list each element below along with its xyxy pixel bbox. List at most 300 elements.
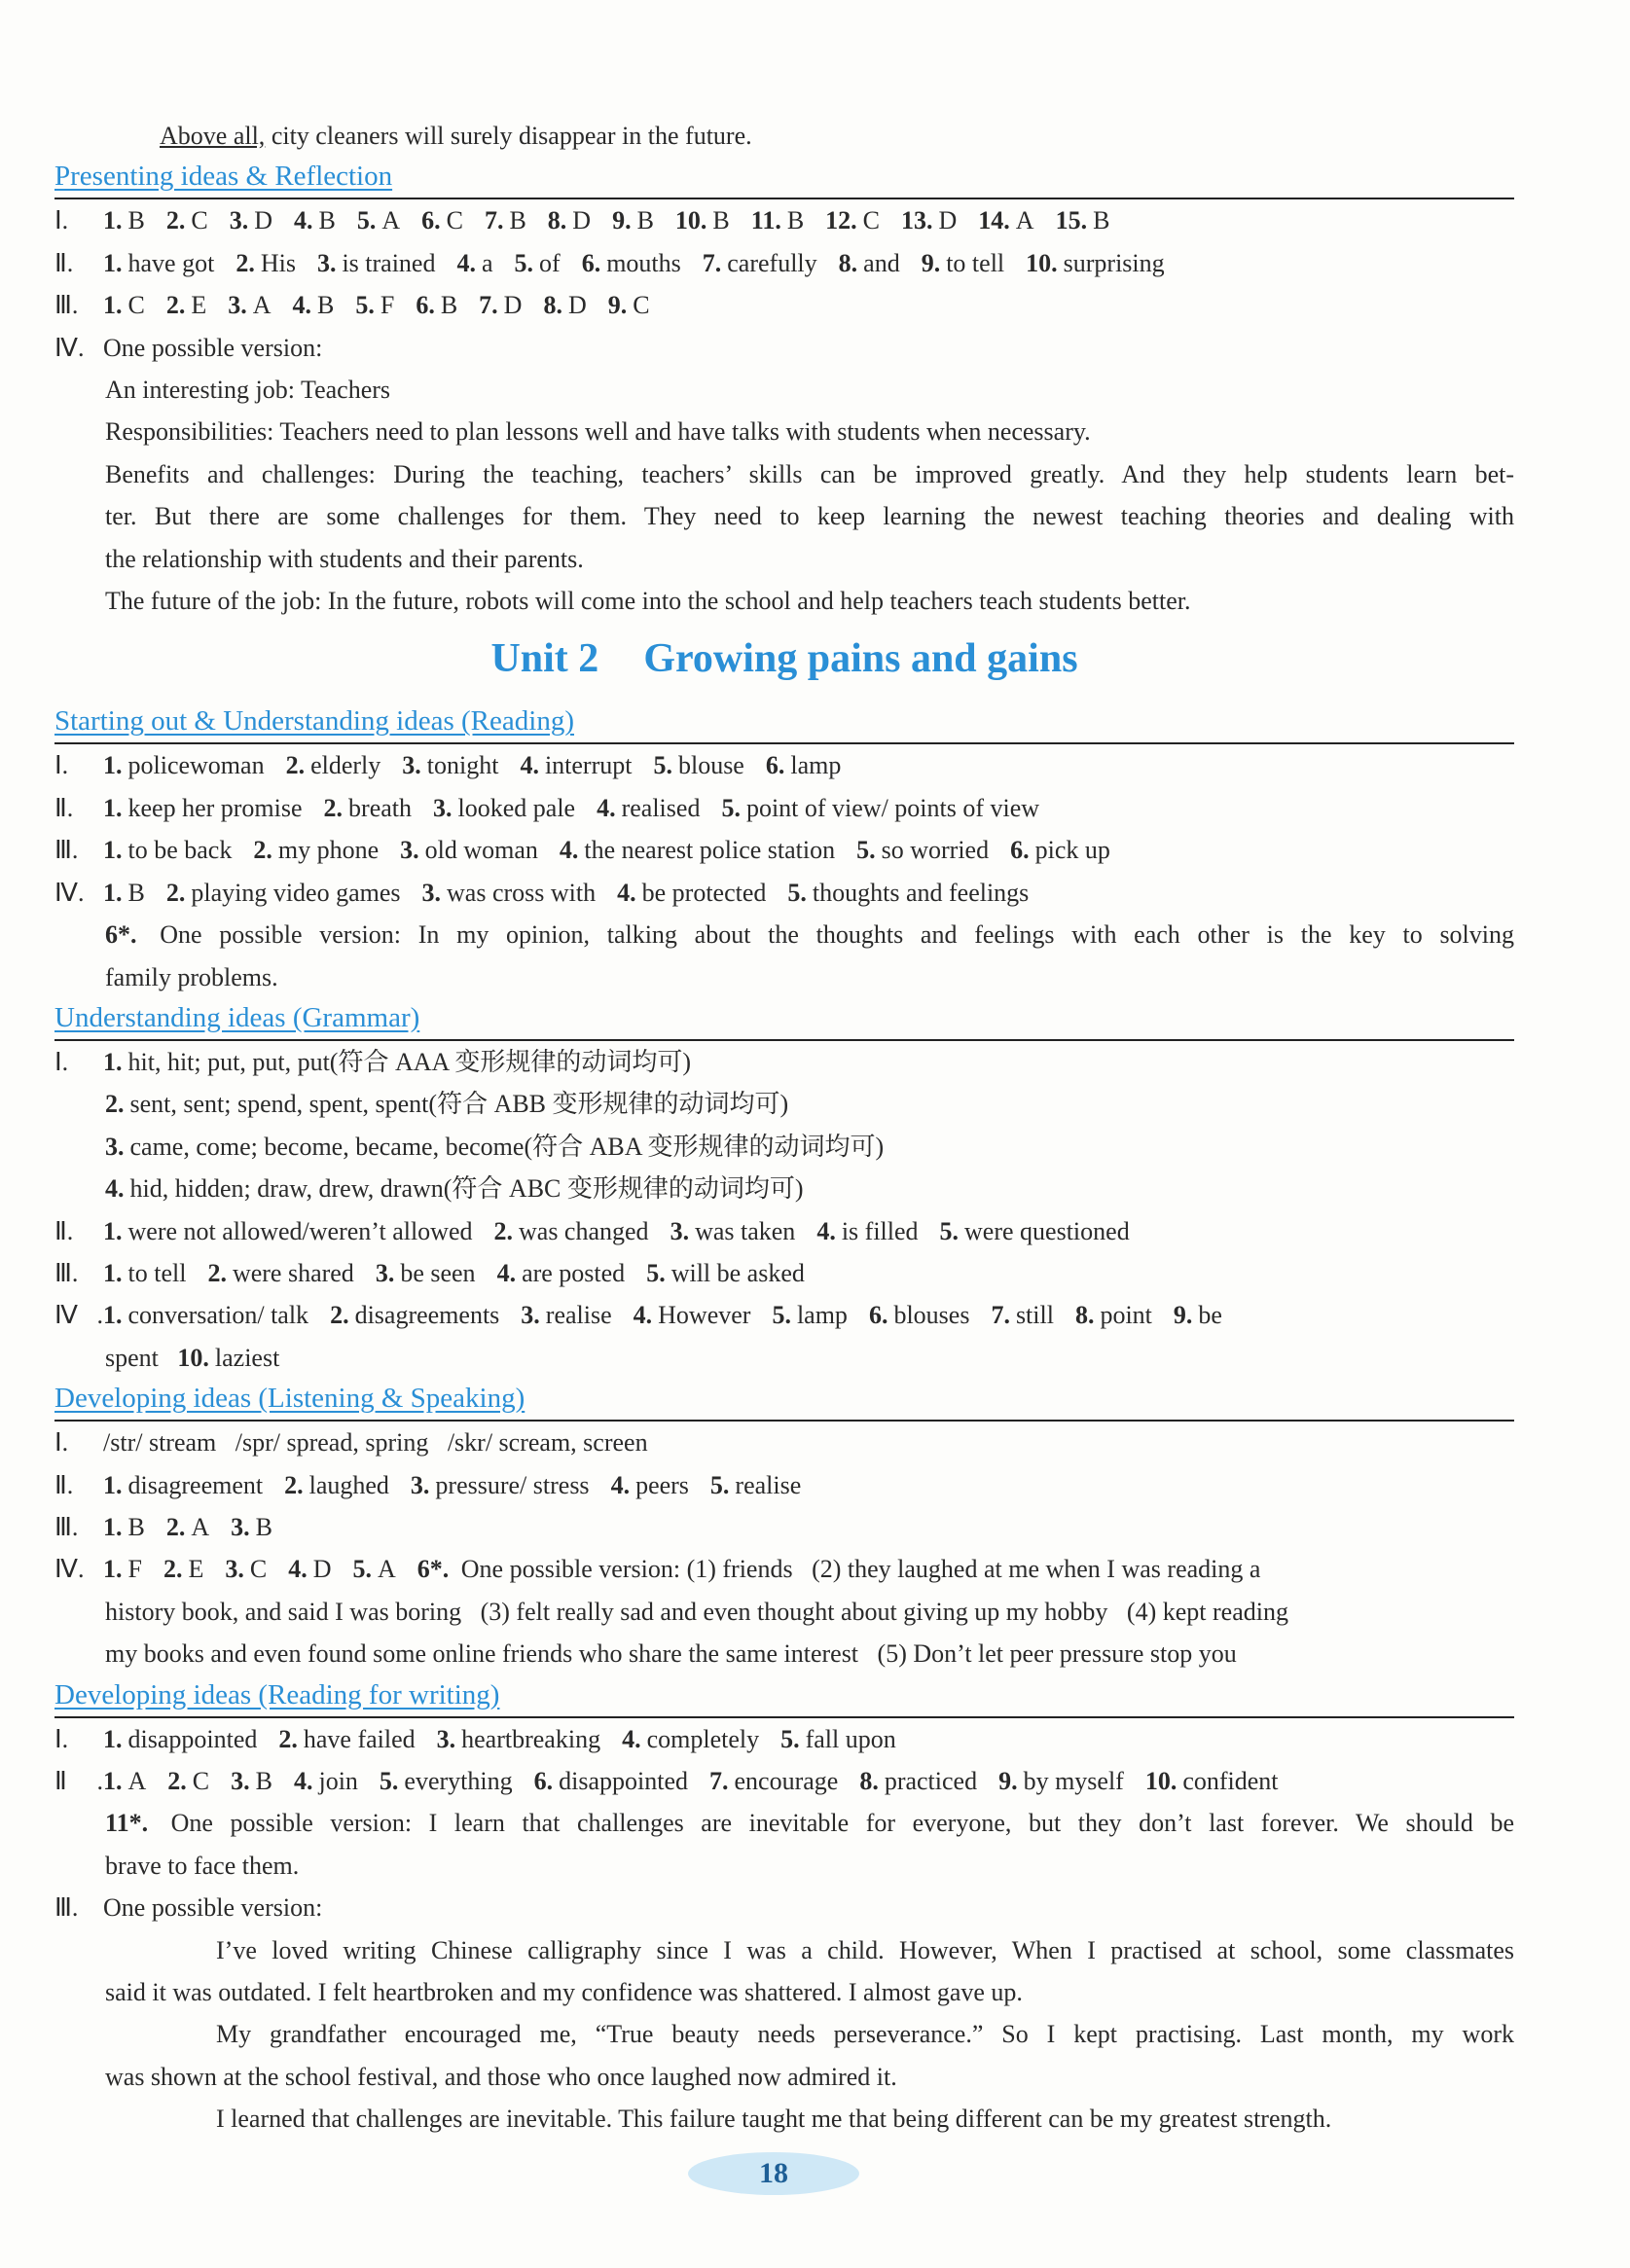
section-title-presenting: Presenting ideas & Reflection (54, 159, 1514, 199)
item-number: 10. (1144, 1767, 1177, 1795)
answer-text: blouse (677, 751, 744, 780)
answer-item (411, 1464, 590, 1506)
item-number: 1. (103, 1555, 123, 1584)
essay-line: I’ve loved writing Chinese calligraphy since I was a child. However, When I practised at school, some classmates (216, 1935, 1514, 1964)
item-number: 2. (167, 1767, 187, 1795)
answer-item (416, 284, 457, 326)
item-number: 5. (352, 1555, 372, 1584)
answer-item (230, 199, 272, 241)
item-number: 3. (231, 1767, 250, 1795)
answer-item (548, 199, 591, 241)
answer-text: conversation/ talk (127, 1301, 309, 1330)
answer-item (355, 284, 394, 326)
item-number: 4. (292, 291, 312, 320)
item-number: 8. (838, 248, 858, 277)
answer-item (103, 199, 145, 241)
roman-numeral: Ⅲ. (54, 1258, 79, 1287)
answer-text: are posted (522, 1258, 626, 1287)
section-title-grammar: Understanding ideas (Grammar) (54, 1000, 1514, 1041)
answer-item (859, 1760, 977, 1802)
unit-number: Unit 2 (490, 636, 599, 682)
answer-item (611, 1464, 689, 1506)
item-number: 2. (105, 1090, 125, 1119)
exercise-row (54, 1718, 1514, 1760)
answer-text: keep her promise (127, 793, 303, 822)
answer-item (163, 1548, 203, 1590)
intro-line (54, 115, 1514, 157)
answer-item (653, 744, 743, 786)
answer-item (634, 1294, 751, 1336)
item-number: 5. (939, 1216, 960, 1245)
answer-item (940, 1210, 1130, 1252)
roman-numeral: Ⅲ. (54, 836, 79, 865)
section-title-writing: Developing ideas (Reading for writing) (54, 1677, 1514, 1718)
answer-text: B (255, 1767, 272, 1795)
answer-text: E (188, 1555, 204, 1584)
item-number: 3. (521, 1301, 540, 1330)
answer-item (317, 242, 436, 284)
answer-text: B (509, 206, 526, 235)
item-number: 2. (235, 248, 255, 277)
answer-text: A (252, 291, 272, 320)
answer-item (772, 1294, 848, 1336)
answer-text: E (191, 291, 207, 320)
item-number: 2. (163, 1555, 183, 1584)
answer-text: a (481, 248, 493, 277)
exercise-row (54, 1294, 1514, 1336)
answer-item (597, 787, 700, 829)
answer-item (400, 829, 538, 871)
answer-item (456, 242, 492, 284)
answer-text: A (191, 1512, 210, 1541)
answer-text: B (712, 206, 730, 235)
roman-numeral: Ⅰ. (54, 1047, 69, 1076)
item-number: 8. (859, 1767, 879, 1795)
answer-text: was taken (695, 1216, 796, 1245)
item-number: 2. (493, 1216, 513, 1245)
exercise-row (54, 284, 1514, 326)
answer-text: everything (404, 1767, 513, 1795)
unit-heading (54, 628, 1514, 690)
item-number: 2. (165, 1512, 186, 1541)
answer-text: is filled (841, 1216, 919, 1245)
essay-line: My grandfather encouraged me, “True beauty needs perseverance.” So I kept practising. Last month, my work (216, 2020, 1514, 2049)
answer-item (288, 1548, 331, 1590)
answer-item (402, 744, 498, 786)
answer-item (103, 1464, 263, 1506)
answer-text: my phone (277, 836, 380, 865)
answer-group (54, 1555, 417, 1583)
answer-item (166, 1506, 209, 1548)
answer-text: and (863, 248, 900, 277)
answer-text: C (127, 291, 145, 320)
item-number: 4. (816, 1216, 836, 1245)
answer-item (978, 199, 1033, 241)
answer-text: lamp (790, 751, 842, 780)
roman-numeral: Ⅰ. (54, 1428, 69, 1458)
item-number: 5. (709, 1470, 730, 1499)
answer-text: F (380, 291, 395, 320)
answer-text: realise (735, 1470, 802, 1499)
item-number: 5. (721, 793, 741, 822)
answer-item (622, 1718, 759, 1760)
answer-text: will be asked (670, 1258, 805, 1287)
answer-text: carefully (727, 248, 817, 277)
answer-text: confident (1182, 1767, 1279, 1795)
item-number: 1. (103, 751, 123, 780)
section-title-listening: Developing ideas (Listening & Speaking) (54, 1381, 1514, 1422)
answer-item (166, 199, 208, 241)
roman-numeral: Ⅳ. (54, 1555, 85, 1584)
answer-text: D (572, 206, 592, 235)
essay-line: Benefits and challenges: During the teaching, teachers’ skills can be improved greatly. And they help students learn bet- (105, 459, 1514, 488)
answer-text: encourage (734, 1767, 839, 1795)
answer-text: C (633, 291, 650, 320)
answer-text: His (260, 248, 296, 277)
answer-item (293, 284, 335, 326)
answer-item (1075, 1294, 1152, 1336)
answer-text: to tell (946, 248, 1005, 277)
item-number: 10. (177, 1343, 209, 1372)
answer-item (582, 242, 681, 284)
item-number: 1. (103, 793, 123, 822)
essay-line: The future of the job: In the future, robots will come into the school and help teachers teach students better. (105, 587, 1191, 616)
answer-text: disagreement (127, 1470, 264, 1499)
answer-text: D (312, 1555, 332, 1584)
answer-text: B (127, 206, 145, 235)
answer-text: B (127, 1512, 145, 1541)
answer-item (167, 1760, 209, 1802)
answer-item (998, 1760, 1124, 1802)
answer-text: realised (621, 793, 701, 822)
item-number: 1. (103, 836, 123, 865)
answer-item (422, 872, 597, 914)
answer-text: fall upon (805, 1724, 896, 1753)
item-number: 4. (293, 1767, 313, 1795)
answer-text: looked pale (457, 793, 576, 822)
answer-item (521, 1294, 611, 1336)
answer-item (103, 284, 145, 326)
answer-item (721, 787, 1039, 829)
answer-text: completely (646, 1724, 760, 1753)
answer-item (766, 744, 842, 786)
item-number: 3. (421, 878, 442, 907)
item-number: 6. (765, 751, 785, 780)
roman-numeral: Ⅰ. (54, 1724, 69, 1753)
exercise-row (54, 1548, 1514, 1590)
answer-item (433, 787, 575, 829)
answer-item (352, 1548, 395, 1590)
item-number: 4. (105, 1174, 125, 1204)
item-number: 3. (670, 1216, 690, 1245)
answer-text: D (567, 291, 587, 320)
item-number: 3. (410, 1470, 430, 1499)
answer-text: C (191, 206, 208, 235)
roman-numeral: Ⅲ. (54, 1512, 79, 1541)
item-number: 2. (284, 1470, 304, 1499)
exercise-row (54, 242, 1514, 284)
item-number: 4. (559, 836, 579, 865)
answer-text: so worried (881, 836, 990, 865)
answer-text: blouses (893, 1301, 970, 1330)
roman-numeral: Ⅳ. (54, 1301, 103, 1330)
answer-item (103, 1294, 308, 1336)
answer-text: elderly (310, 751, 381, 780)
answer-item (284, 1464, 389, 1506)
answer-text: to tell (127, 1258, 187, 1287)
item-number: 3. (375, 1258, 395, 1287)
answer-text: have failed (303, 1724, 416, 1753)
item-number: 3. (402, 751, 421, 780)
answer-text: disappointed (559, 1767, 688, 1795)
answer-item (922, 242, 1004, 284)
answer-text: were questioned (964, 1216, 1130, 1245)
item-number: 9. (607, 291, 628, 320)
roman-numeral: Ⅱ. (54, 793, 74, 822)
answer-item (103, 829, 232, 871)
item-number: 8. (1074, 1301, 1095, 1330)
exercise-row (54, 1210, 1514, 1252)
answer-text: was cross with (447, 878, 597, 907)
answer-item (780, 1718, 896, 1760)
item-number: 1. (103, 1216, 123, 1245)
essay-line: Responsibilities: Teachers need to plan lessons well and have talks with students when necessary. (105, 417, 1091, 447)
item-number: 7. (484, 206, 504, 235)
exercise-row (54, 1760, 1514, 1802)
item-number: 4. (456, 248, 476, 277)
roman-numeral: Ⅲ. (54, 1893, 79, 1923)
answer-text: point (1100, 1301, 1152, 1330)
item-number: 3. (231, 1512, 250, 1541)
intro-text: One possible version: (103, 333, 323, 362)
answer-item (103, 872, 145, 914)
answer-text: family problems. (105, 962, 278, 991)
item-number: 3. (316, 248, 337, 277)
answer-text: However (658, 1301, 751, 1330)
answer-item (103, 1252, 186, 1294)
answer-text: join (318, 1767, 358, 1795)
essay-line: ter. But there are some challenges for them. They need to keep learning the newest teaching theories and dealing with (105, 502, 1514, 531)
answer-item (231, 1760, 272, 1802)
answer-item (324, 787, 412, 829)
answer-text: heartbreaking (461, 1724, 601, 1753)
answer-item (228, 284, 271, 326)
roman-numeral: Ⅳ. (54, 878, 85, 907)
item-number: 4. (617, 878, 636, 907)
item-number: 1. (103, 1470, 123, 1499)
essay-line: I learned that challenges are inevitable. This failure taught me that being different can be my greatest strength. (216, 2105, 1332, 2134)
answer-item (485, 199, 526, 241)
answer-text: brave to face them. (105, 1851, 300, 1880)
answer-text: lamp (796, 1301, 848, 1330)
answer-text: playing video games (191, 878, 401, 907)
answer-item (380, 1760, 513, 1802)
answer-text: old woman (424, 836, 538, 865)
answer-item (166, 284, 206, 326)
answer-text: thoughts and feelings (812, 878, 1030, 907)
item-number: 6. (416, 291, 435, 320)
answer-text: /str/ stream /spr/ spread, spring /skr/ scream, screen (103, 1428, 648, 1458)
item-number: 4. (496, 1258, 517, 1287)
item-number: 4. (610, 1470, 631, 1499)
item-number: 8. (547, 206, 567, 235)
item-number: 2. (323, 793, 344, 822)
item-number: 2. (207, 1258, 227, 1287)
answer-text: breath (348, 793, 413, 822)
answer-text: C (192, 1767, 210, 1795)
answer-text: B (317, 291, 335, 320)
answer-text: B (786, 206, 805, 235)
item-number: 1. (103, 1512, 123, 1541)
answer-item (612, 199, 654, 241)
answer-text: laughed (308, 1470, 389, 1499)
answer-text: D (938, 206, 958, 235)
answer-item (1145, 1760, 1279, 1802)
answer-text: were not allowed/weren’t allowed (127, 1216, 473, 1245)
item-number: 7. (702, 248, 722, 277)
item-number: 9. (612, 206, 632, 235)
answer-item (1056, 199, 1110, 241)
item-number: 1. (103, 878, 123, 907)
answer-text: of (539, 248, 561, 277)
answer-item (1010, 829, 1110, 871)
answer-item (497, 1252, 626, 1294)
item-number: 2. (278, 1724, 298, 1753)
answer-text: B (127, 878, 145, 907)
answer-text: by myself (1023, 1767, 1124, 1795)
item-number: 4. (622, 1724, 641, 1753)
exercise-row (54, 327, 1514, 369)
exercise-row (54, 199, 1514, 241)
item-number: 2. (165, 291, 186, 320)
answer-item (543, 284, 586, 326)
answer-item (991, 1294, 1054, 1336)
answer-item (1026, 242, 1165, 284)
answer-text: be (1198, 1301, 1222, 1330)
answer-item (278, 1718, 415, 1760)
item-number: 8. (543, 291, 562, 320)
answer-item (294, 199, 336, 241)
item-number: 5. (514, 248, 534, 277)
item-number: 9. (998, 1767, 1018, 1795)
answer-text: One possible version: I learn that challenges are inevitable for everyone, but they don’t last forever. We should be (170, 1809, 1514, 1838)
section-title-starting: Starting out & Understanding ideas (Reading) (54, 703, 1514, 744)
item-number: 9. (921, 248, 941, 277)
answer-item (534, 1760, 688, 1802)
answer-item (286, 744, 381, 786)
item-number: 1. (103, 1724, 123, 1753)
item-number: 5. (646, 1258, 666, 1287)
answer-text: B (636, 206, 654, 235)
answer-item (608, 284, 650, 326)
answer-item (901, 199, 957, 241)
exercise-row (54, 1887, 1514, 1928)
item-number: 4. (633, 1301, 653, 1330)
item-number: 5. (355, 291, 375, 320)
roman-numeral: Ⅰ. (54, 206, 69, 235)
answer-text: B (440, 291, 458, 320)
answer-text: A (127, 1767, 147, 1795)
item-number: 5. (856, 836, 876, 865)
answer-text: laziest (214, 1343, 280, 1372)
item-number: 11*. (105, 1809, 149, 1838)
item-number: 6. (533, 1767, 554, 1795)
item-number: 6*. (417, 1555, 450, 1584)
answer-text: C (446, 206, 463, 235)
exercise-row (54, 1168, 1514, 1209)
answer-item (103, 1718, 257, 1760)
answer-item (235, 242, 296, 284)
item-number: 5. (780, 1724, 800, 1753)
item-number: 3. (225, 1555, 244, 1584)
roman-numeral: Ⅲ. (54, 291, 79, 320)
item-number: 4. (288, 1555, 308, 1584)
exercise-row (54, 1506, 1514, 1548)
answer-item (703, 242, 817, 284)
item-number: 10. (1026, 248, 1058, 277)
answer-item (709, 1760, 838, 1802)
roman-numeral: Ⅳ. (54, 333, 85, 362)
item-number: 1. (103, 1258, 123, 1287)
item-number: 6. (1010, 836, 1030, 865)
answer-item (103, 787, 303, 829)
answer-text: policewoman (127, 751, 265, 780)
item-number: 2. (165, 206, 186, 235)
answer-item (839, 242, 900, 284)
item-number: 11. (750, 206, 781, 235)
answer-text: C (862, 206, 881, 235)
page-content (54, 115, 1514, 2141)
answer-text: pick up (1034, 836, 1110, 865)
answer-item (376, 1252, 476, 1294)
answer-text: tonight (426, 751, 499, 780)
answer-text: D (254, 206, 272, 235)
item-number: 3. (436, 1724, 456, 1753)
item-number: 2. (253, 836, 272, 865)
answer-text: interrupt (544, 751, 633, 780)
item-number: 6. (421, 206, 441, 235)
answer-text: hit, hit; put, put, put(符合 AAA 变形规律的动词均可) (127, 1047, 692, 1076)
item-number: 14. (978, 206, 1010, 235)
answer-item (103, 242, 214, 284)
exercise-row (54, 1422, 1514, 1463)
answer-item (103, 744, 265, 786)
answer-text: disappointed (127, 1724, 258, 1753)
exercise-row (54, 914, 1514, 955)
exercise-row (54, 787, 1514, 829)
answer-item (710, 1464, 801, 1506)
exercise-row (54, 1252, 1514, 1294)
item-number: 7. (991, 1301, 1010, 1330)
page-number: 18 (688, 2152, 859, 2195)
item-number: 7. (479, 291, 498, 320)
item-number: 4. (520, 751, 539, 780)
item-number: 1. (103, 248, 123, 277)
answer-text: be seen (400, 1258, 476, 1287)
unit-title: Growing pains and gains (643, 636, 1078, 682)
answer-text: came, come; become, became, become(符合 ABA 变形规律的动词均可) (129, 1132, 885, 1161)
item-number: 5. (653, 751, 672, 780)
answer-item (787, 872, 1029, 914)
answer-item (357, 199, 400, 241)
answer-text: hid, hidden; draw, drew, drawn(符合 ABC 变形规律的动词均可) (129, 1174, 804, 1204)
answer-text: is trained (342, 248, 436, 277)
answer-item (479, 284, 522, 326)
answer-item (646, 1252, 805, 1294)
answer-item (494, 1210, 649, 1252)
item-number: 1. (103, 206, 123, 235)
answer-item (816, 1210, 918, 1252)
